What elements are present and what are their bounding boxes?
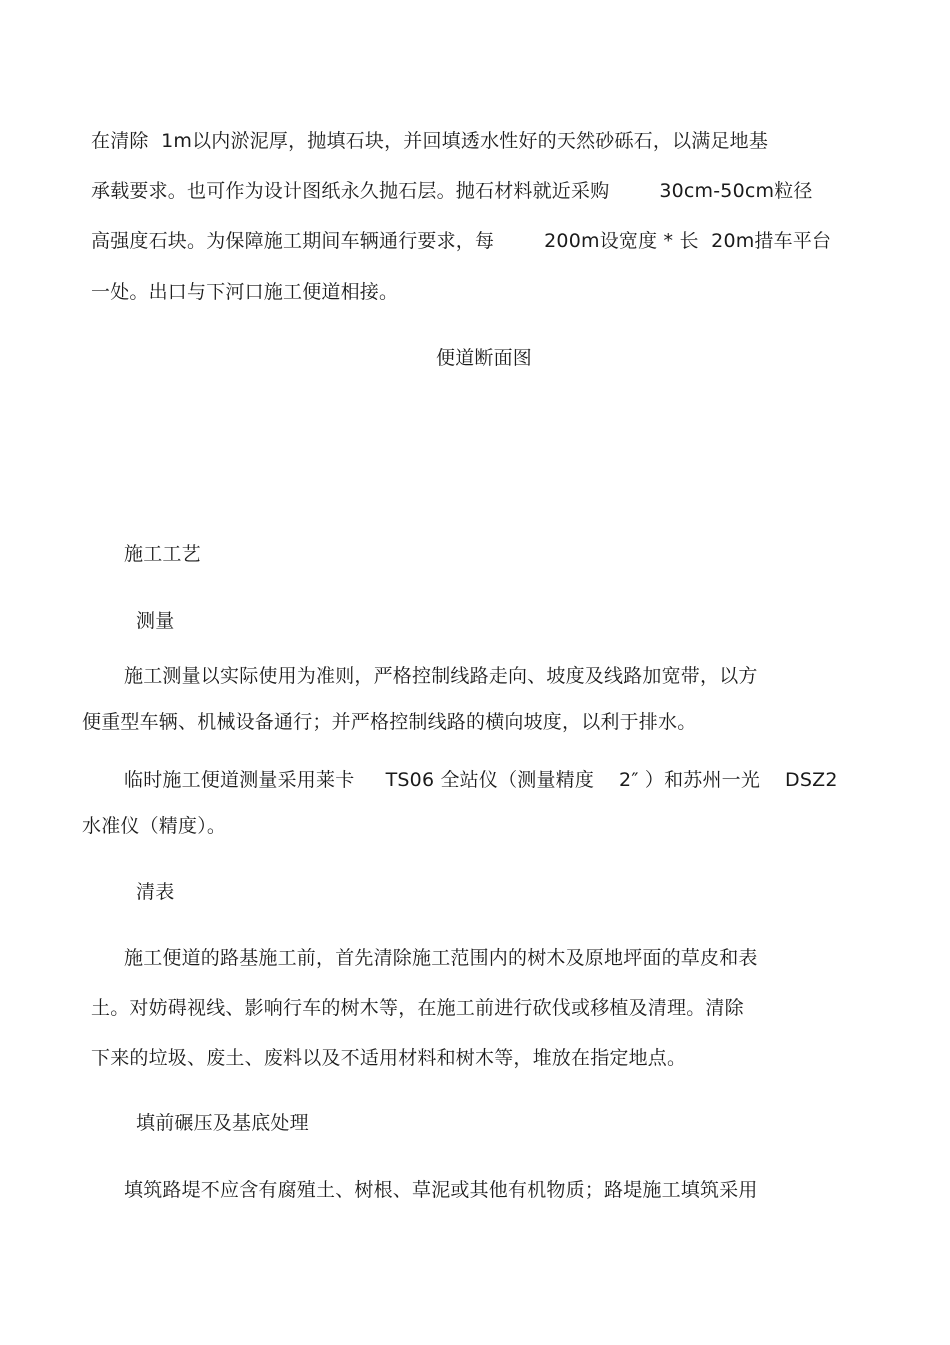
survey-p2-line-2: 水准仪（精度）。 bbox=[82, 815, 227, 837]
survey-heading: 测量 bbox=[136, 610, 175, 632]
intro-line-3: 高强度石块。为保障施工期间车辆通行要求，每 200m设宽度 * 长 20m措车平台 bbox=[91, 230, 832, 252]
clearing-line-2: 土。对妨碍视线、影响行车的树木等，在施工前进行砍伐或移植及清理。清除 bbox=[91, 997, 744, 1019]
figure-caption: 便道断面图 bbox=[436, 347, 533, 369]
survey-p1-line-2: 便重型车辆、机械设备通行；并严格控制线路的横向坡度，以利于排水。 bbox=[82, 711, 697, 733]
section-title: 施工工艺 bbox=[124, 543, 201, 565]
clearing-heading: 清表 bbox=[136, 881, 175, 903]
intro-line-4: 一处。出口与下河口施工便道相接。 bbox=[91, 281, 399, 303]
compaction-heading: 填前碾压及基底处理 bbox=[136, 1112, 309, 1134]
intro-line-1: 在清除 1m以内淤泥厚，抛填石块，并回填透水性好的天然砂砾石，以满足地基 bbox=[91, 130, 769, 152]
survey-p2-line-1: 临时施工便道测量采用莱卡 TS06 全站仪（测量精度 2″ ）和苏州一光 DSZ2 bbox=[124, 769, 838, 791]
intro-line-2: 承载要求。也可作为设计图纸永久抛石层。抛石材料就近采购 30cm-50cm粒径 bbox=[91, 180, 813, 202]
compaction-line-1: 填筑路堤不应含有腐殖土、树根、草泥或其他有机物质；路堤施工填筑采用 bbox=[124, 1179, 758, 1201]
survey-p1-line-1: 施工测量以实际使用为准则，严格控制线路走向、坡度及线路加宽带，以方 bbox=[124, 665, 758, 687]
clearing-line-1: 施工便道的路基施工前，首先清除施工范围内的树木及原地坪面的草皮和表 bbox=[124, 947, 758, 969]
clearing-line-3: 下来的垃圾、废土、废料以及不适用材料和树木等，堆放在指定地点。 bbox=[91, 1047, 687, 1069]
